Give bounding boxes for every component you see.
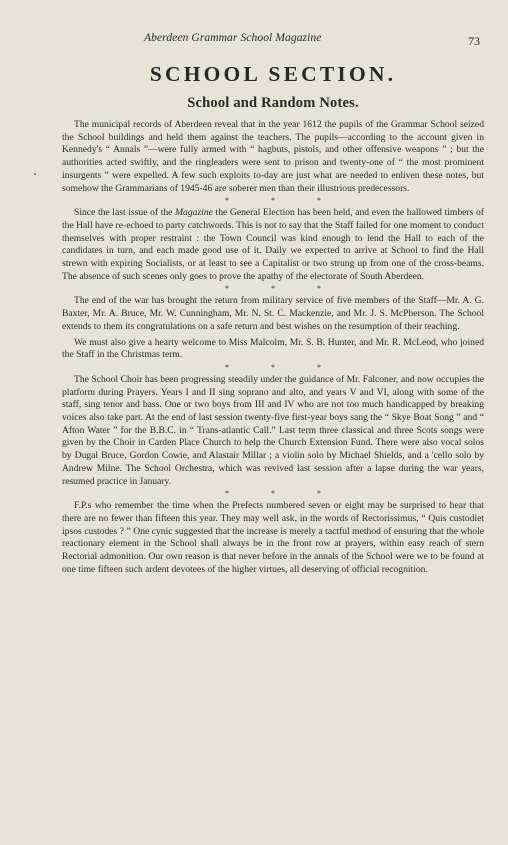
paragraph-5: The School Choir has been progressing steadily under the guidance of Mr. Falconer, and now occupies the platform during Prayers. Years I and II sing soprano and alto, and years V and VI, along with some of the staff, sing tenor and bass. One or two boys from III and IV who are not too much handicapped by breaking voices also take part. At the end of last session twenty-five first-year boys sang the “ Skye Boat Song ” and “ Afton Water ” for the B.B.C. in “ Trans-atlantic Call.” Last term three classical and three Scots songs were given by the Choir in Carden Place Church to help the Church Extension Fund. There were also vocal solos by Dugal Bruce, Gordon Cowie, and Alastair Millar ; a violin solo by Michael Shields, and a 'cello solo by Andrew Milne. The School Orchestra, which was revived last session after a lapse during the war years, resumed practice in January. <box>62 373 484 487</box>
paragraph-6: F.P.s who remember the time when the Prefects numbered seven or eight may be surprised to hear that there are no fewer than fifteen this year. They may well ask, in the words of Rectorissimus, “ Quis custodiet ipsos custodes ? ” One cynic suggested that the increase is merely a tactful method of ensuring that the whole reactionary element in the School shall always be in the front row at prayers, within easy reach of stern Rectorial admonition. Our own reason is that never before in the annals of the School were we to be found at one time fifteen such ardent devotees of the higher virtues, all deserving of official recognition. <box>62 500 484 575</box>
section-separator: * * * <box>225 362 341 372</box>
paragraph-1: The municipal records of Aberdeen reveal that in the year 1612 the pupils of the Grammar School seized the School buildings and held them against the teachers. The pupils—according to the account given in Kennedy's “ Annals ”—were fully armed with “ hagbuts, pistols, and other offensive weapons ” ; but the authorities acted swiftly, and the ringleaders were sent to prison and twenty-one of “ the most prominent insurgents ” were expelled. A few such exploits to-day are just what are needed to enliven these notes, but somehow the Grammarians of 1945-46 are soberer men than their illustrious predecessors. <box>62 119 484 194</box>
paragraph-4: We must also give a hearty welcome to Miss Malcolm, Mr. S. B. Hunter, and Mr. R. McLeod, who joined the Staff in the Christmas term. <box>62 336 484 361</box>
paragraph-3: The end of the war has brought the return from military service of five members of the Staff—Mr. A. G. Baxter, Mr. A. Bruce, Mr. W. Cunningham, Mr. N. St. C. Mackenzie, and Mr. J. S. McPherson. The School extends to them its congratulations on a safe return and best wishes on the resumption of their teaching. <box>62 295 484 332</box>
section-separator: * * * <box>225 489 341 499</box>
paper-speck <box>34 173 36 175</box>
page-number: 73 <box>468 34 480 48</box>
magazine-word: Magazine <box>175 207 213 219</box>
article-title: School and Random Notes. <box>187 95 359 111</box>
paragraph-2-start: Since the last issue of the <box>74 207 176 219</box>
running-head <box>62 26 484 48</box>
running-head-title: Aberdeen Grammar School Magazine <box>144 32 322 44</box>
section-title: SCHOOL SECTION. <box>149 62 397 86</box>
section-separator: * * * <box>225 284 341 294</box>
section-separator: * * * <box>225 196 341 206</box>
paragraph-2 <box>62 207 484 283</box>
paragraph-2-rest: the General Election has been held, and even the hallowed timbers of the Hall have re-echoed to party catchwords. This is not to say that the Staff failed for one moment to conduct themselves with proper restraint : the Town Council was kind enough to lend the Hall to each of the candidates in turn, and each made good use of it. Daily we expected to arrive at School to find the Hall strewn with expiring Socialists, or at least to see a Capitalist or two strung up from one of the cross-beams. The absence of such scenes only goes to prove the apathy of the electorate of South Aberdeen. <box>62 207 484 282</box>
